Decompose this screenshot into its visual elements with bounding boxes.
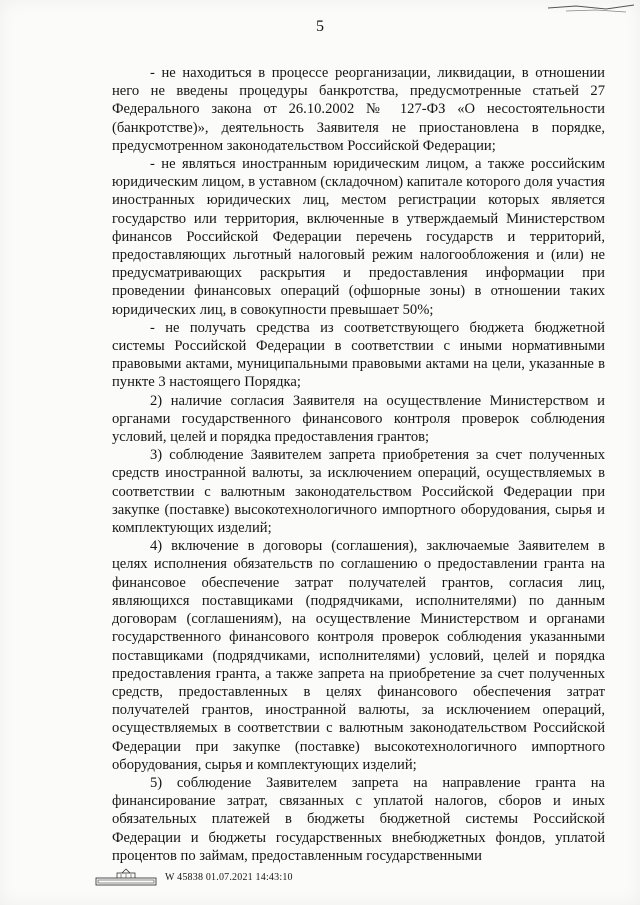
paragraph-consent-to-inspections: 2) наличие согласия Заявителя на осуществление Министерством и органами государственного финансового контроля проверок соблюдения условий, целей и порядка предоставления грантов; xyxy=(112,392,605,446)
scan-corner-mark xyxy=(546,2,636,16)
paragraph-grant-direction-ban: 5) соблюдение Заявителем запрета на направление гранта на финансирование затрат, связанных с уплатой налогов, сборов и иных обязательных платежей в бюджеты бюджетной системы Российской Федерации и бюджеты государственных внебюджетных фондов, уплатой процентов по займам, предоставленным государственными xyxy=(112,774,605,864)
page-number: 5 xyxy=(316,18,324,35)
document-registration-stamp: W 45838 01.07.2021 14:43:10 xyxy=(165,871,293,883)
paragraph-not-foreign-entity: - не являться иностранным юридическим лицом, а также российским юридическим лицом, в уставном (складочном) капитале которого доля участия иностранных юридических лиц, местом регистрации которых является государство или территория, включенные в утверждаемый Министерством финансов Российской Федерации перечень государств и территорий, предоставляющих льготный налоговый режим налогообложения и (или) не предусматривающих раскрытия и предоставления информации при проведении финансовых операций (офшорные зоны) в отношении таких юридических лиц, в совокупности превышает 50%; xyxy=(112,156,605,318)
paragraph-not-in-reorganization: - не находиться в процессе реорганизации, ликвидации, в отношении него не введены процедуры банкротства, предусмотренные статьей 27 Федерального закона от 26.10.2002 № 127-ФЗ «О несостоятельности (банкротстве)», деятельность Заявителя не приостановлена в порядке, предусмотренном законодательством Российской Федерации; xyxy=(112,65,605,154)
government-building-stamp-icon xyxy=(95,868,157,886)
paragraph-no-budget-funds: - не получать средства из соответствующего бюджета бюджетной системы Российской Федерации в соответствии с иными нормативными правовыми актами, муниципальными правовыми актами на цели, указанные в пункте 3 настоящего Порядка; xyxy=(112,319,605,391)
document-body xyxy=(112,64,605,865)
paragraph-foreign-currency-ban: 3) соблюдение Заявителем запрета приобретения за счет полученных средств иностранной валюты, за исключением операций, осуществляемых в соответствии с валютным законодательством Российской Федерации при закупке (поставке) высокотехнологичного импортного оборудования, сырья и комплектующих изделий; xyxy=(112,447,605,537)
paragraph-contract-inclusion: 4) включение в договоры (соглашения), заключаемые Заявителем в целях исполнения обязательств по соглашению о предоставлении гранта на финансовое обеспечение затрат получателей грантов, согласия лиц, являющихся поставщиками (подрядчиками, исполнителями) по данным договорам (соглашениям), на осуществление Министерством и органами государственного финансового контроля проверок соблюдения указанными поставщиками (подрядчиками, исполнителями) условий, целей и порядка предоставления гранта, а также запрета на приобретение за счет полученных средств, предоставленных в целях финансового обеспечения затрат получателей грантов, иностранной валюты, за исключением операций, осуществляемых в соответствии с валютным законодательством Российской Федерации при закупке (поставке) высокотехнологичного импортного оборудования, сырья и комплектующих изделий; xyxy=(112,538,605,773)
document-footer xyxy=(95,868,293,886)
